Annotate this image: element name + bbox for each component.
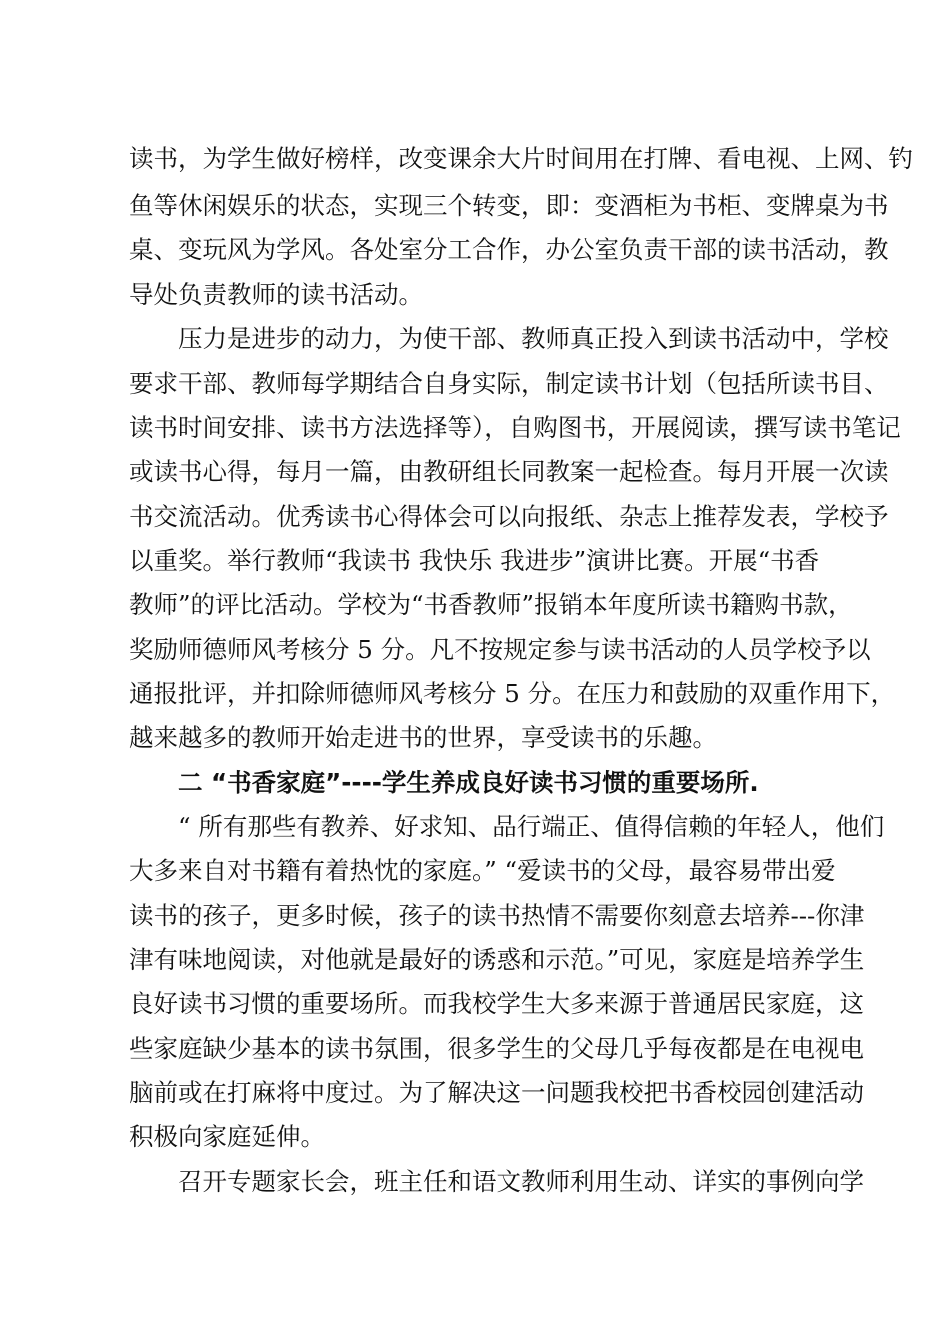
body-text-line: 脑前或在打麻将中度过。为了解决这一问题我校把书香校园创建活动	[129, 1078, 864, 1107]
body-text-line: 奖励师德师风考核分 5 分。凡不按规定参与读书活动的人员学校予以	[129, 635, 871, 664]
body-text-line: 读书时间安排、读书方法选择等），自购图书，开展阅读，撰写读书笔记	[129, 413, 901, 442]
body-text-line: 压力是进步的动力，为使干部、教师真正投入到读书活动中，学校	[178, 324, 889, 353]
body-text-line: 导处负责教师的读书活动。	[129, 280, 423, 309]
body-text-line: “ 所有那些有教养、好求知、品行端正、值得信赖的年轻人，他们	[178, 812, 885, 841]
body-text-line: 教师”的评比活动。学校为“书香教师”报销本年度所读书籍购书款，	[129, 590, 853, 619]
body-text-line: 通报批评，并扣除师德师风考核分 5 分。在压力和鼓励的双重作用下，	[129, 679, 896, 708]
body-text-line: 鱼等休闲娱乐的状态，实现三个转变，即：变酒柜为书柜、变牌桌为书	[129, 191, 889, 220]
body-text-line: 良好读书习惯的重要场所。而我校学生大多来源于普通居民家庭，这	[129, 989, 864, 1018]
body-text-line: 桌、变玩风为学风。各处室分工合作，办公室负责干部的读书活动，教	[129, 235, 889, 264]
body-text-line: 以重奖。举行教师“我读书 我快乐 我进步”演讲比赛。开展“书香	[129, 546, 820, 575]
body-text-line: 要求干部、教师每学期结合自身实际，制定读书计划（包括所读书目、	[129, 369, 889, 398]
body-text-line: 大多来自对书籍有着热忱的家庭。” “爱读书的父母，最容易带出爱	[129, 856, 836, 885]
body-text-line: 或读书心得，每月一篇，由教研组长同教案一起检查。每月开展一次读	[129, 457, 889, 486]
body-text-line: 召开专题家长会，班主任和语文教师利用生动、详实的事例向学	[178, 1167, 864, 1196]
section-heading: 二 “书香家庭”----学生养成良好读书习惯的重要场所.	[178, 768, 759, 797]
body-text-line: 积极向家庭延伸。	[129, 1122, 325, 1151]
body-text-line: 越来越多的教师开始走进书的世界，享受读书的乐趣。	[129, 723, 717, 752]
body-text-line: 些家庭缺少基本的读书氛围，很多学生的父母几乎每夜都是在电视电	[129, 1034, 864, 1063]
body-text-line: 津有味地阅读，对他就是最好的诱惑和示范。”可见，家庭是培养学生	[129, 945, 865, 974]
body-text-line: 读书，为学生做好榜样，改变课余大片时间用在打牌、看电视、上网、钓	[129, 144, 913, 173]
body-text-line: 读书的孩子，更多时候，孩子的读书热情不需要你刻意去培养---你津	[129, 901, 865, 930]
body-text-line: 书交流活动。优秀读书心得体会可以向报纸、杂志上推荐发表，学校予	[129, 502, 889, 531]
